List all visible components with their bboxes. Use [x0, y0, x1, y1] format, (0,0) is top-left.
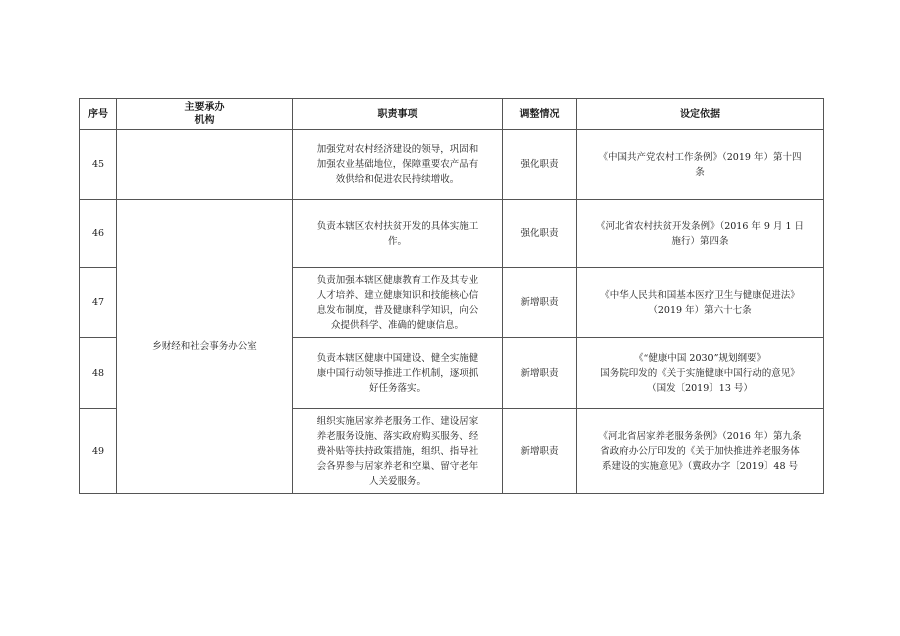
basis-line: 国务院印发的《关于实施健康中国行动的意见》	[600, 367, 800, 379]
duty-line: 养老服务设施、落实政府购买服务、经	[316, 430, 479, 442]
header-basis: 设定依据	[577, 99, 824, 130]
duty-line: 效供给和促进农民持续增收。	[335, 174, 460, 185]
row-adjustment: 新增职责	[503, 409, 577, 494]
header-no: 序号	[80, 99, 117, 130]
header-adjustment: 调整情况	[503, 99, 577, 130]
row-no: 48	[80, 338, 117, 409]
header-org-line1: 主要承办	[184, 102, 225, 113]
row-no: 45	[80, 130, 117, 200]
duty-line: 加强党对农村经济建设的领导，巩固和	[316, 144, 479, 155]
row-adjustment: 强化职责	[503, 130, 577, 200]
basis-line: 《河北省农村扶贫开发条例》（2016 年 9 月 1 日	[595, 220, 805, 232]
duty-line: 会各界参与居家养老和空巢、留守老年	[316, 460, 479, 472]
row-basis	[577, 409, 824, 494]
row-duties	[293, 130, 503, 200]
duty-line: 负责本辖区农村扶贫开发的具体实施工	[316, 220, 479, 232]
duty-line: 息发布制度，普及健康科学知识，向公	[316, 304, 479, 316]
basis-line: （国发〔2019〕13 号）	[647, 382, 753, 394]
duty-line: 负责本辖区健康中国建设、健全实施健	[316, 352, 479, 364]
row-basis	[577, 338, 824, 409]
duty-line: 人才培养、建立健康知识和技能核心信	[316, 289, 479, 301]
row-duties	[293, 268, 503, 338]
duty-line: 组织实施居家养老服务工作、建设居家	[316, 415, 479, 427]
row-org-empty	[117, 130, 293, 200]
row-duties	[293, 338, 503, 409]
row-adjustment: 强化职责	[503, 200, 577, 268]
header-org-line2: 机构	[194, 115, 215, 126]
duties-table	[79, 98, 824, 494]
row-basis	[577, 268, 824, 338]
basis-line: （2019 年）第六十七条	[648, 304, 752, 316]
duty-line: 康中国行动领导推进工作机制，逐项抓	[316, 367, 479, 379]
row-duties	[293, 200, 503, 268]
row-no: 49	[80, 409, 117, 494]
duty-line: 众提供科学、准确的健康信息。	[330, 319, 464, 331]
duty-line: 费补贴等扶持政策措施，组织、指导社	[316, 445, 479, 457]
basis-line: 施行）第四条	[671, 235, 729, 247]
basis-line: 《中华人民共和国基本医疗卫生与健康促进法》	[600, 289, 800, 301]
basis-line: 条	[695, 166, 705, 178]
row-adjustment: 新增职责	[503, 338, 577, 409]
header-duties: 职责事项	[293, 99, 503, 130]
header-org	[117, 99, 293, 130]
row-no: 47	[80, 268, 117, 338]
row-no: 46	[80, 200, 117, 268]
basis-line: 系建设的实施意见》（冀政办字〔2019〕48 号	[601, 460, 799, 472]
table-row	[80, 130, 824, 200]
shared-org-cell: 乡财经和社会事务办公室	[117, 200, 293, 494]
row-adjustment: 新增职责	[503, 268, 577, 338]
duty-line: 好任务落实。	[368, 382, 426, 394]
basis-line: 《“健康中国 2030”规划纲要》	[634, 352, 766, 364]
duty-line: 负责加强本辖区健康教育工作及其专业	[316, 274, 479, 286]
duty-line: 加强农业基础地位，保障重要农产品有	[316, 159, 479, 170]
row-basis	[577, 200, 824, 268]
duty-line: 人关爱服务。	[368, 475, 426, 487]
table-row	[80, 200, 824, 268]
table-header	[80, 99, 824, 130]
basis-line: 省政府办公厅印发的《关于加快推进养老服务体	[600, 445, 800, 457]
row-basis	[577, 130, 824, 200]
basis-line: 《河北省居家养老服务条例》（2016 年）第九条	[598, 430, 802, 442]
row-duties	[293, 409, 503, 494]
duty-line: 作。	[387, 235, 407, 247]
basis-line: 《中国共产党农村工作条例》（2019 年）第十四	[598, 151, 802, 163]
